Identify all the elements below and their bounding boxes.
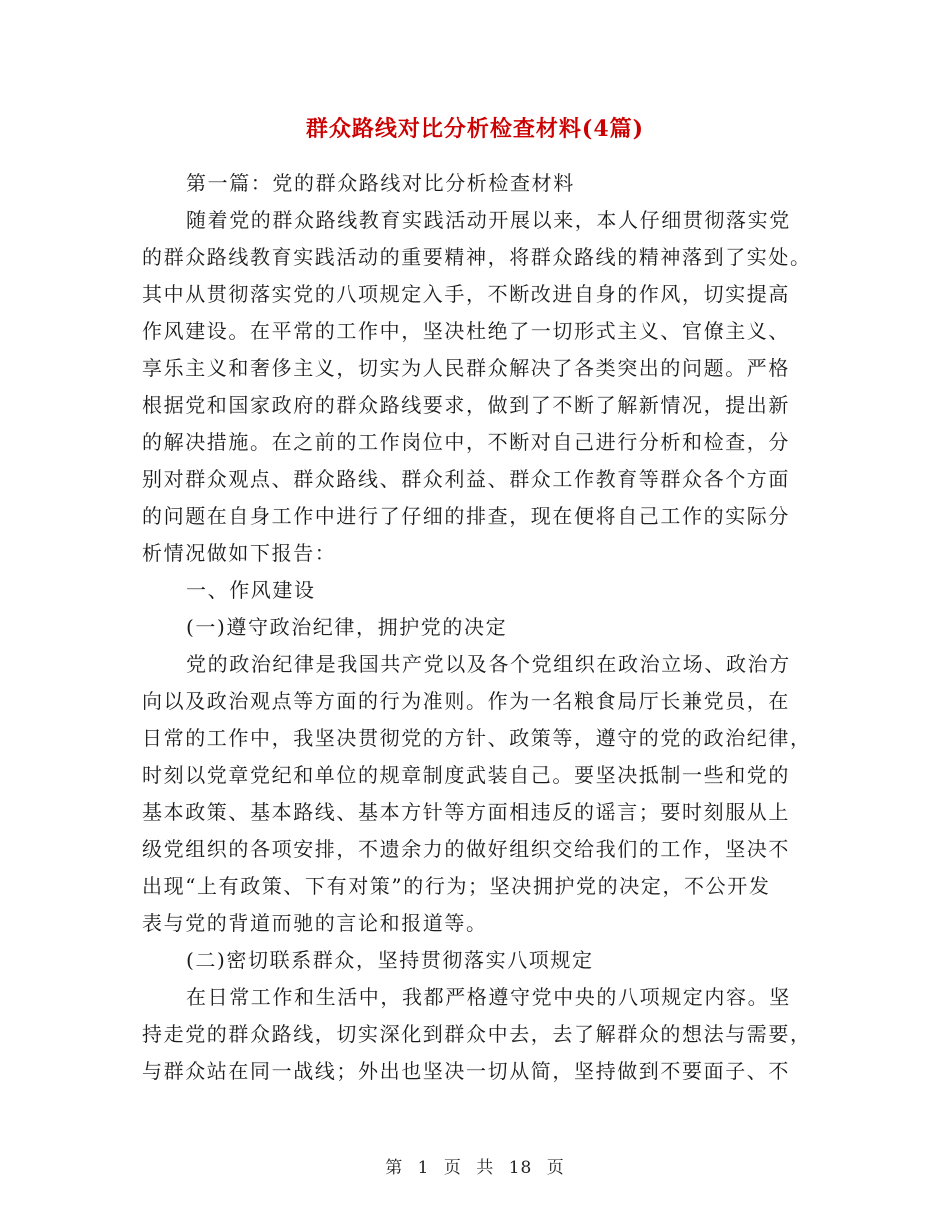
body-line: 析情况做如下报告： [142, 541, 337, 565]
body-line: 向以及政治观点等方面的行为准则。作为一名粮食局厅长兼党员，在 [142, 689, 790, 713]
document-body [142, 165, 812, 1090]
footer-prefix: 第 [385, 1158, 404, 1178]
body-line: 基本政策、基本路线、基本方针等方面相违反的谣言；要时刻服从上 [142, 800, 790, 824]
page-footer [0, 1153, 950, 1178]
body-line: 其中从贯彻落实党的八项规定入手，不断改进自身的作风，切实提高 [142, 282, 790, 306]
body-line: 的解决措施。在之前的工作岗位中，不断对自己进行分析和检查，分 [142, 430, 790, 454]
body-line: 作风建设。在平常的工作中，坚决杜绝了一切形式主义、官僚主义、 [142, 319, 790, 343]
body-line: 随着党的群众路线教育实践活动开展以来，本人仔细贯彻落实党 [186, 208, 791, 232]
body-line: 的问题在自身工作中进行了仔细的排查，现在便将自己工作的实际分 [142, 504, 790, 528]
subsection-heading: (二)密切联系群众，坚持贯彻落实八项规定 [186, 948, 594, 972]
body-line: 根据党和国家政府的群众路线要求，做到了不断了解新情况，提出新 [142, 393, 790, 417]
body-line: 表与党的背道而驰的言论和报道等。 [142, 911, 488, 935]
body-line: 在日常工作和生活中，我都严格遵守党中央的八项规定内容。坚 [186, 985, 791, 1009]
body-line: 第一篇：党的群众路线对比分析检查材料 [186, 171, 575, 195]
page-number: 1 [417, 1158, 430, 1178]
total-pages: 18 [508, 1158, 533, 1178]
section-heading: 一、作风建设 [186, 578, 316, 602]
body-line: 与群众站在同一战线；外出也坚决一切从简，坚持做到不要面子、不 [142, 1059, 790, 1083]
body-line: 时刻以党章党纪和单位的规章制度武装自己。要坚决抵制一些和党的 [142, 763, 790, 787]
footer-total-unit: 页 [546, 1158, 565, 1178]
body-line: 级党组织的各项安排，不遗余力的做好组织交给我们的工作，坚决不 [142, 837, 790, 861]
body-line: 持走党的群众路线，切实深化到群众中去，去了解群众的想法与需要， [142, 1022, 812, 1046]
footer-page-unit: 页 [443, 1158, 462, 1178]
body-line: 日常的工作中，我坚决贯彻党的方针、政策等，遵守的党的政治纪律， [142, 726, 812, 750]
body-line: 出现“上有政策、下有对策”的行为；坚决拥护党的决定，不公开发 [142, 874, 771, 898]
body-line: 享乐主义和奢侈主义，切实为人民群众解决了各类突出的问题。严格 [142, 356, 790, 380]
footer-total-prefix: 共 [476, 1158, 495, 1178]
document-title: 群众路线对比分析检查材料(4篇) [305, 116, 645, 142]
body-line: 的群众路线教育实践活动的重要精神，将群众路线的精神落到了实处。 [142, 245, 812, 269]
subsection-heading: (一)遵守政治纪律，拥护党的决定 [186, 615, 508, 639]
body-line: 党的政治纪律是我国共产党以及各个党组织在政治立场、政治方 [186, 652, 791, 676]
body-line: 别对群众观点、群众路线、群众利益、群众工作教育等群众各个方面 [142, 467, 790, 491]
